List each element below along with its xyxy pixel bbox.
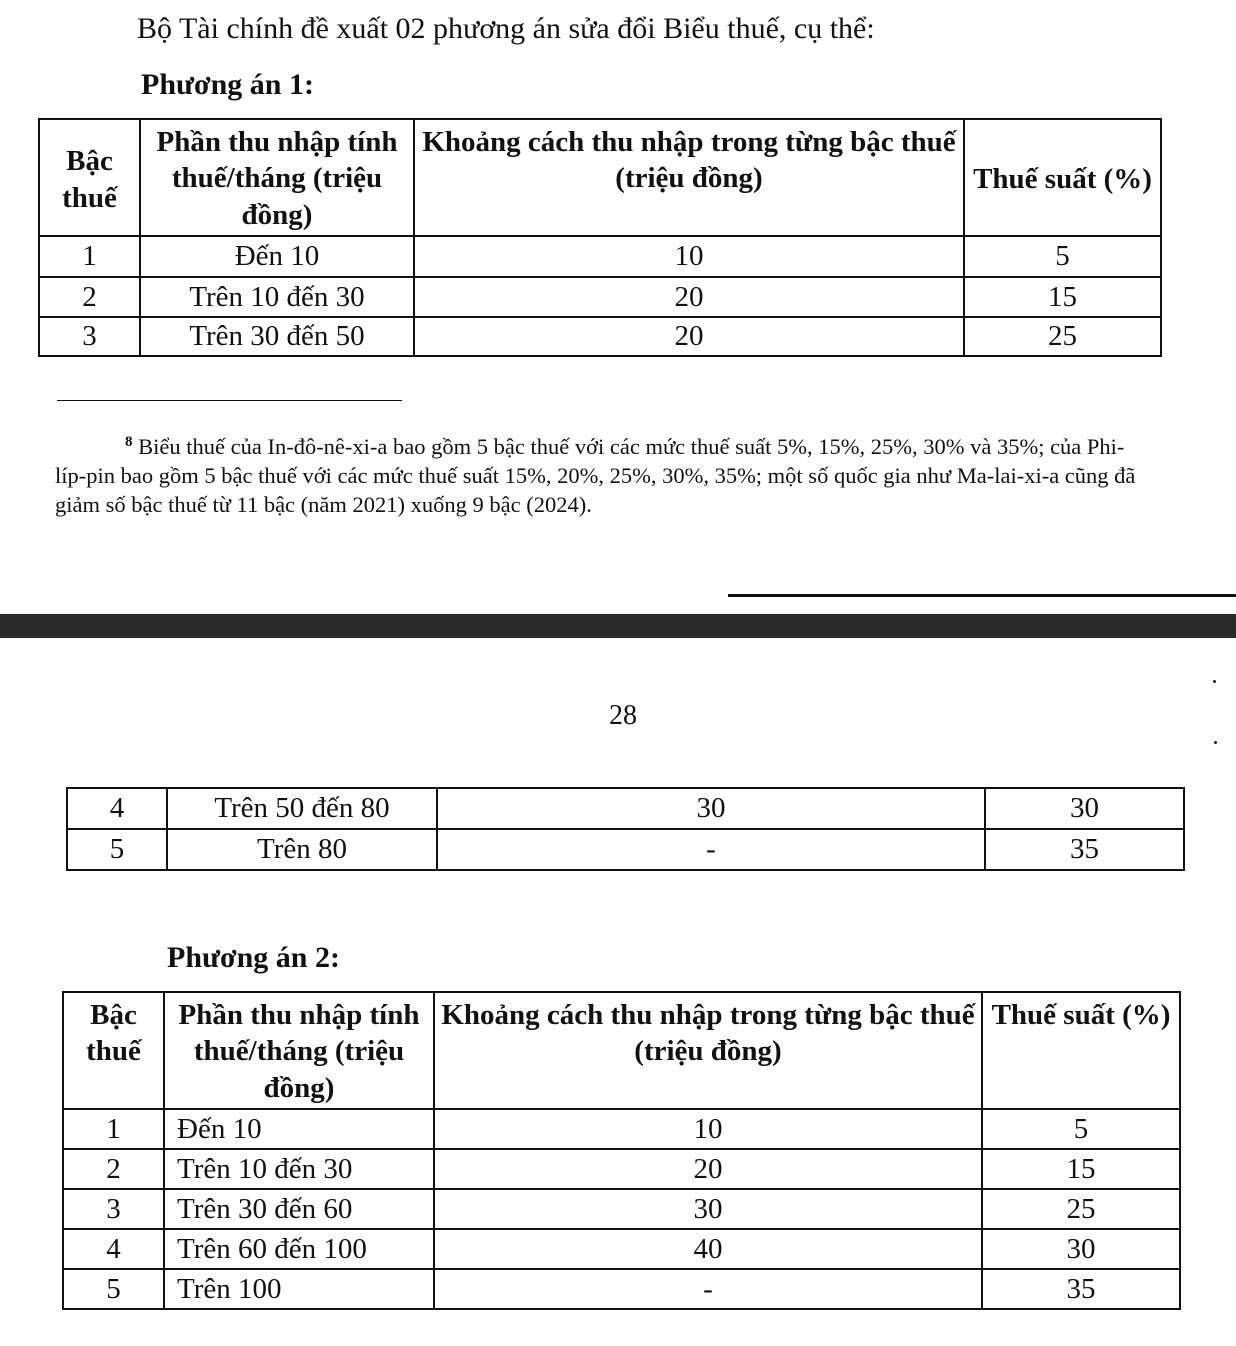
cell-rate: 35 [985,829,1184,870]
option1-heading: Phương án 1: [141,68,314,101]
option1-table-continued [66,787,1185,871]
cell-level: 1 [63,1109,164,1149]
option1-table [38,118,1162,357]
table-row [63,1109,1180,1149]
table-row [39,236,1161,277]
cell-range: 20 [414,317,964,356]
cell-range: 10 [434,1109,982,1149]
cell-level: 5 [63,1269,164,1309]
option2-heading: Phương án 2: [167,941,340,974]
table-row [63,1229,1180,1269]
cell-range: 30 [434,1189,982,1229]
header-taxable-income: Phần thu nhập tính thuế/tháng (triệu đồng) [164,992,434,1109]
header-tax-level: Bậc thuế [63,992,164,1109]
cell-level: 3 [63,1189,164,1229]
option2-table [62,991,1181,1310]
table-row [39,317,1161,356]
cell-range: 10 [414,236,964,277]
footnote-separator [57,400,402,401]
header-income-range: Khoảng cách thu nhập trong từng bậc thuế (triệu đồng) [434,992,982,1109]
cell-income: Trên 80 [167,829,437,870]
cell-rate: 15 [964,277,1161,317]
footnote-text: Biểu thuế của In-đô-nê-xi-a bao gồm 5 bậc thuế với các mức thuế suất 5%, 15%, 25%, 30% và 35%; của Phi-líp-pin bao gồm 5 bậc thuế với các mức thuế suất 15%, 20%, 25%, 30%, 35%; một số quốc gia như Ma-lai-xi-a cũng đã giảm số bậc thuế từ 11 bậc (năm 2021) xuống 9 bậc (2024). [55,434,1136,517]
intro-text: Bộ Tài chính đề xuất 02 phương án sửa đổi Biểu thuế, cụ thể: [137,12,875,45]
cell-income: Trên 100 [164,1269,434,1309]
cell-level: 3 [39,317,140,356]
header-taxable-income: Phần thu nhập tính thuế/tháng (triệu đồng) [140,119,414,236]
table-row [63,1189,1180,1229]
cell-range: - [434,1269,982,1309]
page-number: 28 [609,700,637,731]
cell-income: Trên 30 đến 60 [164,1189,434,1229]
cell-level: 1 [39,236,140,277]
cell-income: Trên 50 đến 80 [167,788,437,829]
cell-rate: 5 [982,1109,1180,1149]
table-row [39,277,1161,317]
cell-income: Trên 10 đến 30 [164,1149,434,1189]
cell-level: 5 [67,829,167,870]
cell-level: 4 [67,788,167,829]
page-bottom-rule [728,594,1236,597]
cell-income: Đến 10 [164,1109,434,1149]
cell-rate: 30 [985,788,1184,829]
cell-income: Trên 60 đến 100 [164,1229,434,1269]
cell-rate: 25 [982,1189,1180,1229]
table-row [63,1269,1180,1309]
header-tax-rate: Thuế suất (%) [964,119,1161,236]
cell-range: 40 [434,1229,982,1269]
cell-income: Trên 30 đến 50 [140,317,414,356]
table-row [67,829,1184,870]
footnote-marker: 8 [125,434,133,450]
cell-rate: 25 [964,317,1161,356]
header-tax-level: Bậc thuế [39,119,140,236]
cell-range: 20 [434,1149,982,1189]
header-income-range: Khoảng cách thu nhập trong từng bậc thuế (triệu đồng) [414,119,964,236]
cell-level: 2 [63,1149,164,1189]
cell-range: 30 [437,788,985,829]
scan-speck [1214,741,1217,744]
cell-rate: 30 [982,1229,1180,1269]
cell-rate: 5 [964,236,1161,277]
cell-rate: 15 [982,1149,1180,1189]
table-header-row [39,119,1161,236]
cell-level: 2 [39,277,140,317]
page-divider [0,614,1236,638]
table-row [63,1149,1180,1189]
cell-income: Trên 10 đến 30 [140,277,414,317]
cell-level: 4 [63,1229,164,1269]
cell-income: Đến 10 [140,236,414,277]
cell-rate: 35 [982,1269,1180,1309]
scan-speck [1213,680,1216,683]
footnote [55,428,1155,519]
table-header-row [63,992,1180,1109]
cell-range: - [437,829,985,870]
table-row [67,788,1184,829]
header-tax-rate: Thuế suất (%) [982,992,1180,1109]
cell-range: 20 [414,277,964,317]
